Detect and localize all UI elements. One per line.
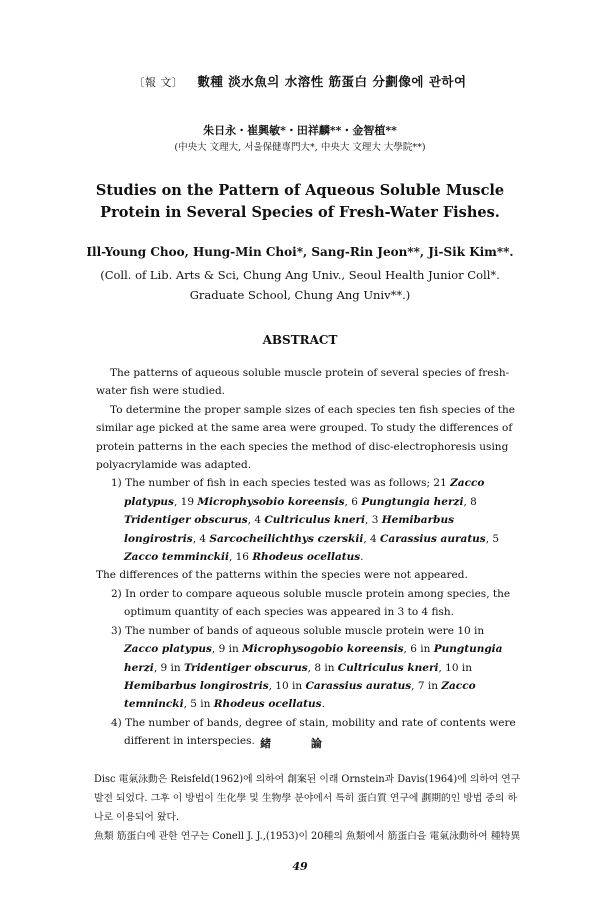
intro-paragraph-1: Disc 電氣泳動은 Reisfeld(1962)에 의하여 創案된 이래 Ornstein과 Davis(1964)에 의하여 연구 발전 되었다. 그후 이 방법이 生化學 및 生物學 분야에서 특히 蛋白質 연구에 劃期的인 방법 중의 하나로 이용되어 왔다. xyxy=(94,774,521,823)
abstract-paragraph-2: To determine the proper sample sizes of each species ten fish species of the similar age picked at the same area were grouped. To study the differences of protein patterns in the each species the method of disc-electrophoresis using polyacrylamide was adapted. xyxy=(96,403,515,472)
korean-title: 數種 淡水魚의 水溶性 筋蛋白 分劃像에 관하여 xyxy=(197,74,467,89)
species-count: 5 in xyxy=(190,698,214,711)
english-title-line2: Protein in Several Species of Fresh-Water Fishes. xyxy=(100,204,500,221)
species-name: Hemibarbus longirostris xyxy=(124,679,269,692)
species-entry: 8 Tridentiger obscurus, xyxy=(124,495,477,527)
species-name: Microphysobio koreensis xyxy=(197,495,345,508)
species-entry: Zacco platypus, xyxy=(124,643,219,656)
species-entry: 9 in Tridentiger obscurus, xyxy=(160,661,315,674)
species-entry: 10 in Hemibarbus longirostris, xyxy=(124,661,472,692)
species-count: 10 in xyxy=(275,679,306,692)
affiliation-line1: (Coll. of Lib. Arts & Sci, Chung Ang Univ., Seoul Health Junior Coll*. xyxy=(100,268,500,282)
abstract-item-3: 3) The number of bands of aqueous soluble muscle protein were 10 in Zacco platypus, 9 in Microphysogobio koreensis, 6 in Pungtungia herzi, 9 in Tridentiger obscurus, 8 in Cultriculus kneri, 10 in Hemibarbus longirostris, 10 in Carassius auratus, 7 in Zacco temnincki, 5 in Rhodeus ocellatus. xyxy=(111,624,503,711)
species-count: 19 xyxy=(180,495,198,508)
species-count: 7 in xyxy=(417,679,442,692)
species-name: Zacco temnincki xyxy=(124,679,476,711)
species-name: Tridentiger obscurus xyxy=(183,661,308,674)
abstract-body xyxy=(96,364,520,751)
species-count: 10 in xyxy=(445,661,472,674)
abstract-list xyxy=(96,474,520,566)
species-entry: 6 in Pungtungia herzi, xyxy=(124,643,503,674)
korean-affiliations: (中央大 文理大, 서울保健專門大*, 中央大 文理大 大學院**) xyxy=(174,142,426,153)
species-entry: 8 in Cultriculus kneri, xyxy=(314,661,446,674)
species-counts-3 xyxy=(124,643,502,710)
species-count: 8 in xyxy=(314,661,338,674)
species-count: 5 xyxy=(492,532,500,545)
species-count: 6 in xyxy=(410,643,434,656)
species-name: Tridentiger obscurus xyxy=(124,514,248,527)
species-name: Hemibarbus longirostris xyxy=(124,514,455,545)
species-count: 8 xyxy=(470,495,477,508)
species-name: Carassius auratus xyxy=(305,679,412,692)
abstract-paragraph-3: The differences of the patterns within the species were not appeared. xyxy=(96,569,468,582)
species-count: 9 in xyxy=(218,643,243,656)
species-name: Cultriculus kneri xyxy=(337,661,439,674)
species-name: Rhodeus ocellatus xyxy=(213,698,322,711)
species-name: Zacco platypus xyxy=(124,643,212,656)
species-count: 3 xyxy=(371,514,382,527)
species-entry: 6 Pungtungia herzi, xyxy=(351,495,471,508)
species-name: Cultriculus kneri xyxy=(264,514,366,527)
korean-title-line xyxy=(0,72,600,90)
introduction-body xyxy=(94,770,524,846)
article-type-tag: 〔報 文〕 xyxy=(133,76,184,89)
english-affiliations xyxy=(0,265,600,305)
species-entry: 5 Zacco temminckii, xyxy=(124,532,500,564)
species-name: Zacco temminckii xyxy=(124,551,229,564)
page-number: 49 xyxy=(292,860,308,873)
abstract-item-1: 1) The number of fish in each species tested was as follows; 21 Zacco platypus, 19 Microphysobio koreensis, 6 Pungtungia herzi, 8 Tridentiger obscurus, 4 Cultriculus kneri, 3 Hemibarbus longirostris, 4 Sarcocheilichthys czerskii, 4 Carassius auratus, 5 Zacco temminckii, 16 Rhodeus ocellatus. xyxy=(111,477,500,564)
species-name: Pungtungia herzi xyxy=(361,495,464,508)
species-entry: 10 in Carassius auratus, xyxy=(275,679,418,692)
abstract-list-2 xyxy=(96,585,520,751)
species-entry: 5 in Rhodeus ocellatus. xyxy=(190,698,325,711)
abstract-heading: ABSTRACT xyxy=(262,333,338,347)
species-entry: 4 Sarcocheilichthys czerskii, xyxy=(199,532,370,545)
species-name: Zacco platypus xyxy=(124,477,485,508)
species-entry: 4 Carassius auratus, xyxy=(370,532,493,545)
abstract-item-2: 2) In order to compare aqueous soluble muscle protein among species, the optimum quantity of each species was appeared in 3 to 4 fish. xyxy=(111,587,511,619)
species-entry: 9 in Microphysogobio koreensis, xyxy=(218,643,411,656)
english-authors: Ill-Young Choo, Hung-Min Choi*, Sang-Rin Jeon**, Ji-Sik Kim**. xyxy=(86,245,514,259)
species-entry: 7 in Zacco temnincki, xyxy=(124,679,476,711)
species-name: Rhodeus ocellatus xyxy=(252,551,361,564)
species-entry: 3 Hemibarbus longirostris, xyxy=(124,514,455,545)
introduction-heading: 緒 論 xyxy=(260,737,340,750)
english-title-line1: Studies on the Pattern of Aqueous Soluble Muscle xyxy=(95,182,505,199)
intro-paragraph-2: 魚類 筋蛋白에 관한 연구는 Conell J. J.,(1953)이 20種의 魚類에서 筋蛋白을 電氣泳動하여 種特異 xyxy=(94,831,521,842)
species-name: Pungtungia herzi xyxy=(124,643,503,674)
abstract-item-4: 4) The number of bands, degree of stain, mobility and rate of contents were different in interspecies. xyxy=(111,716,516,748)
species-count: 6 xyxy=(351,495,362,508)
abstract-paragraph-1: The patterns of aqueous soluble muscle protein of several species of fresh-water fish were studied. xyxy=(96,367,510,398)
species-count: 4 xyxy=(199,532,210,545)
species-name: Carassius auratus xyxy=(380,532,486,545)
english-title xyxy=(0,180,600,224)
species-count: 4 xyxy=(370,532,381,545)
species-count: 4 xyxy=(254,514,265,527)
species-entry: 16 Rhodeus ocellatus. xyxy=(235,551,364,564)
species-name: Sarcocheilichthys czerskii xyxy=(209,532,364,545)
affiliation-line2: Graduate School, Chung Ang Univ**.) xyxy=(189,288,411,302)
species-entry: Zacco platypus, xyxy=(124,477,485,508)
species-counts-1 xyxy=(124,477,499,563)
species-count: 16 xyxy=(235,551,253,564)
species-entry: 4 Cultriculus kneri, xyxy=(254,514,372,527)
species-name: Microphysogobio koreensis xyxy=(242,643,404,656)
species-entry: 19 Microphysobio koreensis, xyxy=(180,495,352,508)
species-count: 9 in xyxy=(160,661,184,674)
korean-authors: 朱日永・崔興敏*・田祥麟**・金智植** xyxy=(203,124,397,137)
